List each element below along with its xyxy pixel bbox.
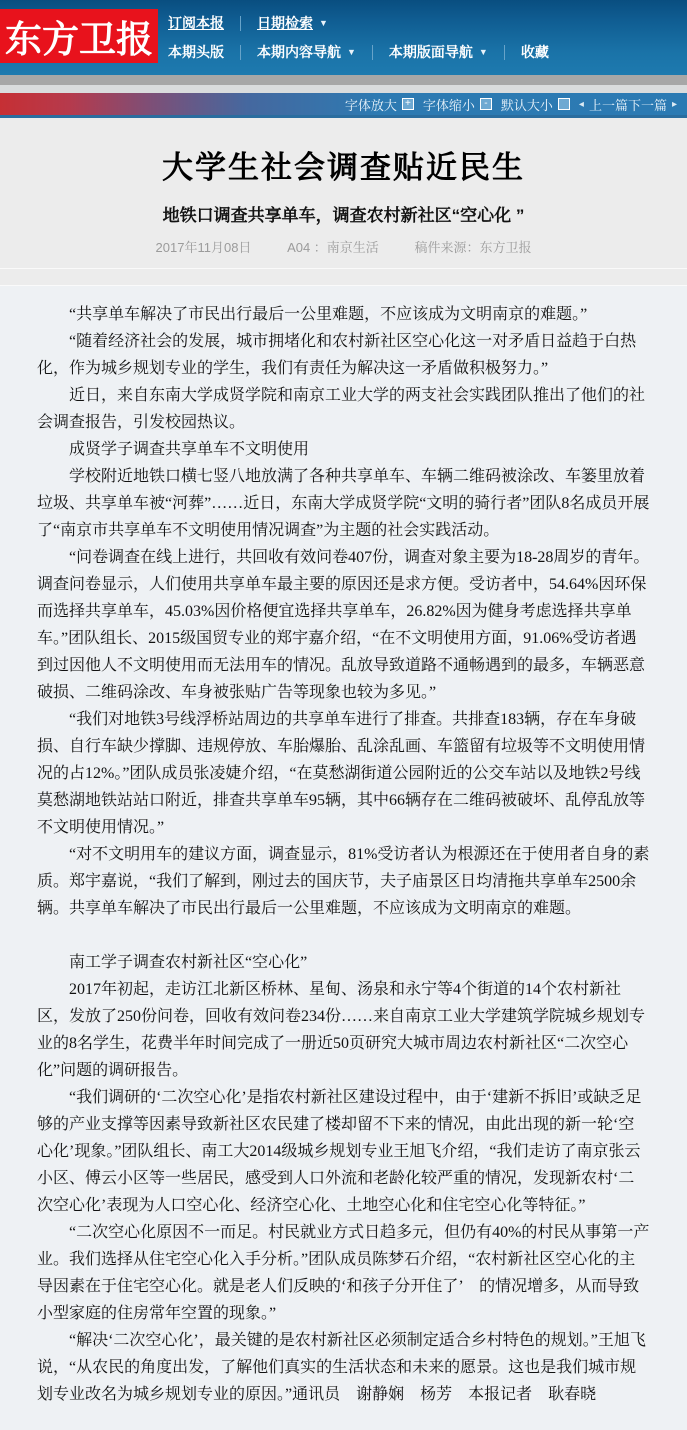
article-header [0, 118, 687, 269]
article-paragraph: 成贤学子调查共享单车不文明使用 [69, 441, 310, 458]
nav-content-nav-label: 本期内容导航 [257, 44, 341, 60]
font-decrease-label: 字体缩小 [422, 97, 475, 113]
article-title: 大学生社会调查贴近民生 [162, 150, 525, 185]
chevron-down-icon: ▼ [478, 47, 488, 57]
nav-row-bottom [168, 40, 687, 64]
nav-favorite-link[interactable] [521, 42, 549, 62]
light-gap-strip [0, 85, 687, 93]
font-increase-label: 字体放大 [344, 97, 397, 113]
font-decrease-button[interactable] [423, 95, 492, 114]
article-page-section: A04 ：南京生活 [287, 240, 379, 255]
nav-front-page-link[interactable] [168, 42, 224, 62]
nav-divider [504, 45, 505, 60]
gray-divider-bar [0, 75, 687, 85]
nav-layout-nav-label: 本期版面导航 [388, 44, 473, 60]
font-toolbar [0, 93, 687, 118]
chevron-down-icon: ▼ [347, 47, 356, 57]
chevron-down-icon: ▼ [319, 18, 328, 28]
article-paragraph: 南工学子调查农村新社区“空心化” [69, 954, 308, 971]
article-subtitle: 地铁口调查共享单车，调查农村新社区“空心化 ” [162, 206, 525, 225]
prev-article-icon[interactable]: ◂ [578, 98, 584, 110]
nav-divider [372, 45, 373, 60]
nav-row-top [168, 11, 687, 35]
nav-date-search-label: 日期检索 [257, 15, 313, 31]
article-paragraph: “我们调研的‘二次空心化’是指农村新社区建设过程中，由于‘建新不拆旧’或缺乏足够的产业支撑等因素导致新社区农民建了楼却留不下来的情况，由此出现的新一轮‘空心化’现象。”团队组长、南工大2014级城乡规划专业王旭飞介绍，“我们走访了南京张云小区、傅云小区等一些居民，感受到人口外流和老龄化较严重的情况，发现新农村‘二次空心化’表现为人口空心化、经济空心化、土地空心化和住宅空心化等特征。” [37, 1089, 642, 1214]
nav-subscribe-link[interactable] [168, 13, 224, 33]
article-source: 稿件来源：东方卫报 [414, 240, 532, 255]
font-default-icon [558, 98, 570, 110]
nav-divider [240, 16, 241, 31]
article-paragraph: “共享单车解决了市民出行最后一公里难题，不应该成为文明南京的难题。” [69, 306, 588, 323]
font-default-label: 默认大小 [500, 97, 553, 113]
nav-subscribe-label: 订阅本报 [168, 15, 224, 31]
prev-next-label[interactable]: 上一篇下一篇 [588, 97, 667, 113]
nav-front-page-label: 本期头版 [168, 44, 224, 60]
article-paragraph: “随着经济社会的发展，城市拥堵化和农村新社区空心化这一对矛盾日益趋于白热化，作为城乡规划专业的学生，我们有责任为解决这一矛盾做积极努力。” [37, 333, 637, 377]
article-paragraph: “对不文明用车的建议方面，调查显示，81%受访者认为根源还在于使用者自身的素质。郑宇嘉说，“我们了解到，刚过去的国庆节，夫子庙景区日均清拖共享单车2500余辆。共享单车解决了市民出行最后一公里难题，不应该成为文明南京的难题。 [37, 846, 650, 917]
article-paragraph [37, 922, 650, 949]
article-paragraph: 近日，来自东南大学成贤学院和南京工业大学的两支社会实践团队推出了他们的社会调查报告，引发校园热议。 [37, 387, 646, 431]
paragraph-list [37, 301, 650, 1408]
nav-date-search-link[interactable] [257, 13, 328, 33]
nav-favorite-label: 收藏 [520, 44, 549, 60]
nav-content-nav-link[interactable] [257, 42, 356, 62]
article-paragraph: 学校附近地铁口横七竖八地放满了各种共享单车、车辆二维码被涂改、车篓里放着垃圾、共享单车被“河葬”……近日，东南大学成贤学院“文明的骑行者”团队8名成员开展了“南京市共享单车不文明使用情况调查”为主题的社会实践活动。 [37, 468, 650, 539]
site-header [0, 0, 687, 75]
article-paragraph: “我们对地铁3号线浮桥站周边的共享单车进行了排查。共排查183辆，存在车身破损、自行车缺少撑脚、违规停放、车胎爆胎、乱涂乱画、车篮留有垃圾等不文明使用情况的占12%。”团队成员张凌婕介绍，“在莫愁湖街道公园附近的公交车站以及地铁2号线莫愁湖地铁站站口附近，排查共享单车95辆，其中66辆存在二维码被破坏、乱停乱放等不文明使用情况。” [37, 711, 646, 836]
next-article-icon[interactable]: ▸ [671, 98, 677, 110]
article-paragraph: “解决‘二次空心化’，最关键的是农村新社区必须制定适合乡村特色的规划。”王旭飞说，“从农民的角度出发，了解他们真实的生活状态和未来的愿景。这也是我们城市规划专业改名为城乡规划专业的原因。”通讯员 谢静娴 杨芳 本报记者 耿春晓 [37, 1332, 646, 1403]
font-increase-icon: + [402, 98, 414, 110]
article-meta [20, 237, 667, 256]
nav-divider [240, 45, 241, 60]
article-paragraph: “问卷调查在线上进行，共回收有效问卷407份，调查对象主要为18-28周岁的青年。调查问卷显示，人们使用共享单车最主要的原因还是求方便。受访者中，54.64%因环保而选择共享单车，45.03%因价格便宜选择共享单车，26.82%因为健身考虑选择共享单车。”团队组长、2015级国贸专业的郑宇嘉介绍，“在不文明使用方面，91.06%受访者遇到过因他人不文明使用而无法用车的情况。乱放导致道路不通畅遇到的最多，车辆恶意破损、二维码涂改、车身被张贴广告等现象也较为多见。” [37, 549, 650, 701]
header-nav [168, 0, 687, 64]
article-date: 2017年11月08日 [155, 240, 252, 255]
font-decrease-icon: - [480, 98, 492, 110]
font-increase-button[interactable] [345, 95, 414, 114]
article-paragraph: 2017年初起，走访江北新区桥林、星甸、汤泉和永宁等4个街道的14个农村新社区，发放了250份问卷，回收有效问卷234份……来自南京工业大学建筑学院城乡规划专业的8名学生，花费半年时间完成了一册近50页研究大城市周边农村新社区“二次空心化”问题的调研报告。 [37, 981, 646, 1079]
font-default-button[interactable] [501, 95, 570, 114]
prev-next-control[interactable] [579, 95, 677, 114]
divider-strip [0, 269, 687, 286]
nav-layout-nav-link[interactable] [389, 42, 488, 62]
article-body [0, 286, 687, 1430]
newspaper-logo[interactable]: 东方卫报 [0, 9, 158, 63]
article-paragraph: “二次空心化原因不一而足。村民就业方式日趋多元，但仍有40%的村民从事第一产业。我们选择从住宅空心化入手分析。”团队成员陈梦石介绍，“农村新社区空心化的主导因素在于住宅空心化。就是老人们反映的‘和孩子分开住了’ 的情况增多，从而导致小型家庭的住房常年空置的现象。” [37, 1224, 650, 1322]
